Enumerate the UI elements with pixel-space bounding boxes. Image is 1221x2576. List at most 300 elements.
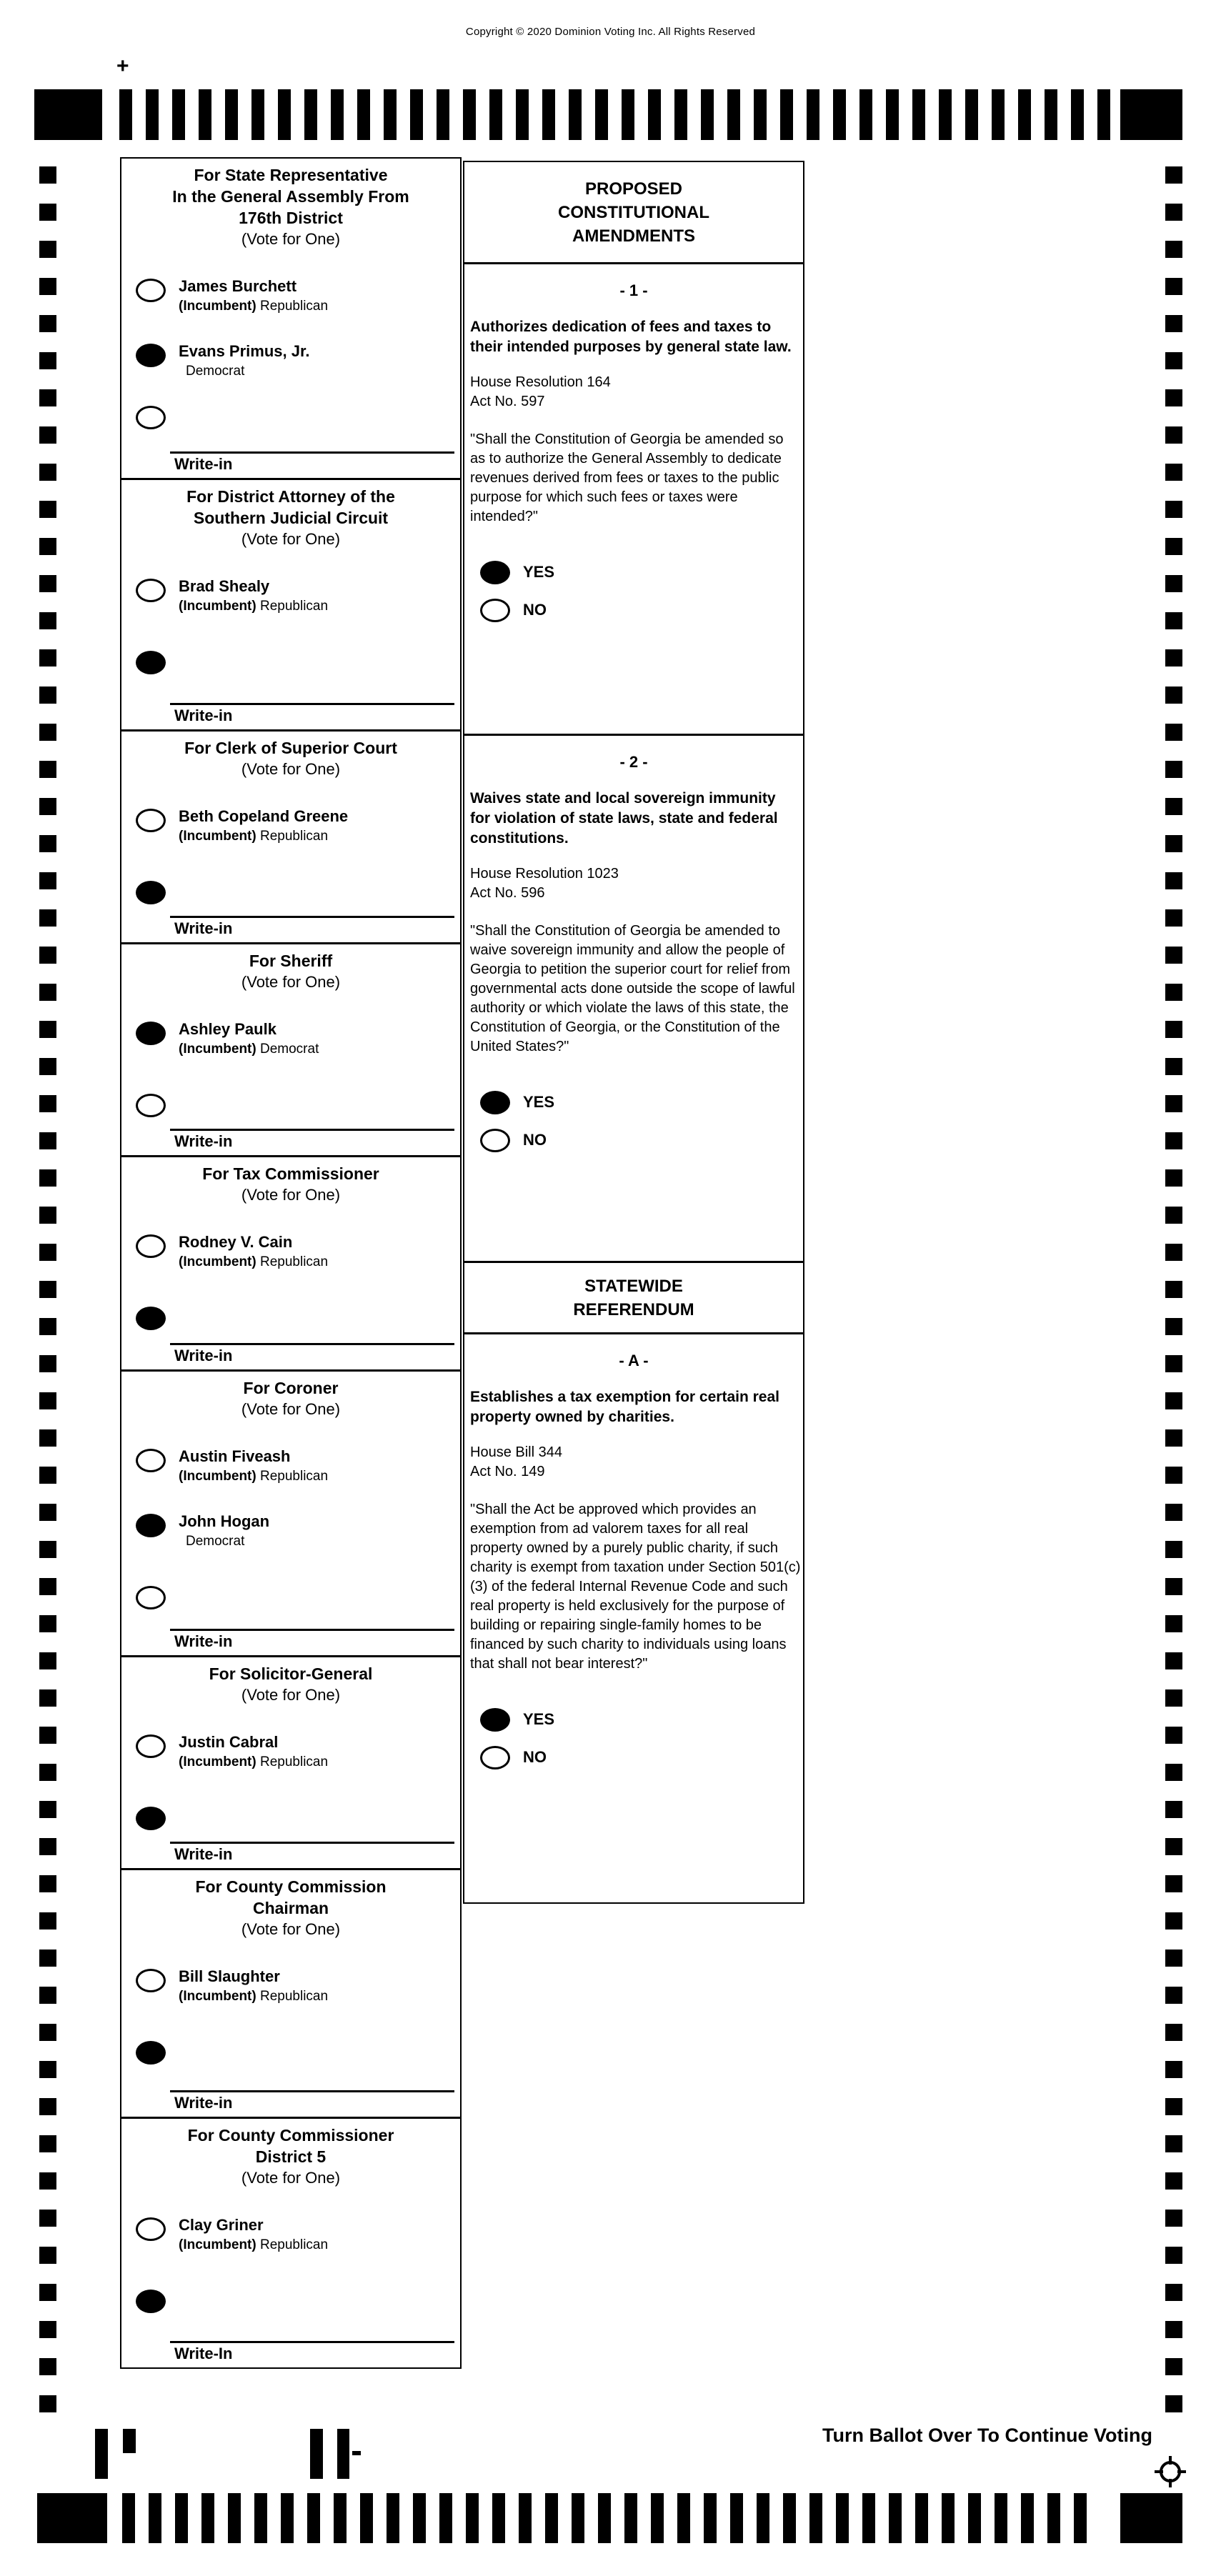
timing-mark xyxy=(1165,1652,1182,1669)
candidate-oval[interactable] xyxy=(136,809,166,832)
timing-mark xyxy=(39,761,56,778)
candidate-name: Evans Primus, Jr. xyxy=(179,342,310,360)
timing-mark xyxy=(39,1207,56,1224)
timing-mark xyxy=(39,798,56,815)
timing-mark xyxy=(1165,612,1182,629)
timing-mark xyxy=(39,1318,56,1335)
candidate-text xyxy=(179,1967,328,2005)
incumbent-label: (Incumbent) xyxy=(179,1754,260,1769)
timing-mark xyxy=(149,2493,161,2543)
timing-mark xyxy=(757,2493,769,2543)
timing-mark xyxy=(39,1727,56,1744)
timing-mark xyxy=(39,1095,56,1112)
contest-title xyxy=(121,1372,460,1420)
timing-mark xyxy=(1165,649,1182,667)
timing-mark xyxy=(1165,1392,1182,1409)
timing-mark xyxy=(39,2321,56,2338)
timing-mark xyxy=(228,2493,241,2543)
yes-oval[interactable] xyxy=(480,561,510,584)
write-in-label: Write-in xyxy=(174,1845,233,1863)
timing-mark xyxy=(859,89,872,140)
write-in-line[interactable] xyxy=(170,451,454,454)
write-in-oval[interactable] xyxy=(136,406,166,429)
write-in-oval[interactable] xyxy=(136,2290,166,2313)
no-oval[interactable] xyxy=(480,1129,510,1152)
candidate-text xyxy=(179,1733,328,1771)
candidate-oval[interactable] xyxy=(136,1022,166,1045)
candidate-name: Justin Cabral xyxy=(179,1733,279,1751)
no-label: NO xyxy=(523,1130,547,1149)
write-in-line[interactable] xyxy=(170,1343,454,1345)
timing-mark xyxy=(1165,2247,1182,2264)
write-in-line[interactable] xyxy=(170,1129,454,1131)
timing-mark xyxy=(1165,389,1182,406)
timing-mark xyxy=(1165,2358,1182,2375)
write-in-area[interactable] xyxy=(170,1842,454,1864)
yes-option-row xyxy=(480,559,803,584)
measure-question: "Shall the Constitution of Georgia be amended to waive sovereign immunity and allow the people of Georgia to petition the superior court for relief from governmental acts done outside the scope of lawful authority or which violate the laws of this state, the Constitution of Georgia, or the Constitution of the United States?" xyxy=(470,923,795,1054)
timing-mark xyxy=(199,89,211,140)
yes-oval[interactable] xyxy=(480,1091,510,1114)
timing-mark xyxy=(545,2493,558,2543)
timing-mark xyxy=(357,89,370,140)
yes-option-row xyxy=(480,1089,803,1114)
contest-title xyxy=(121,480,460,550)
timing-mark xyxy=(281,2493,294,2543)
candidate-oval[interactable] xyxy=(136,1969,166,1992)
contest-title-line: 176th District xyxy=(239,209,343,227)
timing-mark xyxy=(122,2493,135,2543)
write-in-area[interactable] xyxy=(170,2341,454,2363)
timing-mark xyxy=(1165,1318,1182,1335)
candidate-text xyxy=(179,342,309,380)
contest-title xyxy=(121,2119,460,2189)
write-in-area[interactable] xyxy=(170,1129,454,1151)
timing-mark xyxy=(519,2493,532,2543)
candidate-name: Rodney V. Cain xyxy=(179,1233,293,1251)
yes-oval[interactable] xyxy=(480,1708,510,1732)
timing-mark xyxy=(780,89,793,140)
timing-mark xyxy=(1165,204,1182,221)
contest-title-line: For County Commission xyxy=(195,1877,387,1896)
timing-mark xyxy=(1165,761,1182,778)
write-in-line[interactable] xyxy=(170,2090,454,2092)
vote-for-instruction: (Vote for One) xyxy=(241,1920,341,1938)
candidate-party: (Incumbent) Republican xyxy=(179,599,329,614)
timing-mark xyxy=(1165,1467,1182,1484)
no-option-row xyxy=(480,1127,803,1152)
timing-mark xyxy=(862,2493,875,2543)
candidate-text xyxy=(179,1233,328,1271)
incumbent-label: (Incumbent) xyxy=(179,2237,260,2252)
timing-mark xyxy=(331,89,344,140)
contest-box xyxy=(121,1372,460,1657)
timing-mark xyxy=(39,2210,56,2227)
write-in-oval[interactable] xyxy=(136,1094,166,1117)
timing-mark xyxy=(992,89,1005,140)
timing-mark xyxy=(225,89,238,140)
timing-mark xyxy=(307,2493,320,2543)
contest-title-line: For District Attorney of the xyxy=(186,487,395,506)
timing-mark xyxy=(889,2493,902,2543)
timing-mark xyxy=(1047,2493,1060,2543)
candidate-oval[interactable] xyxy=(136,1234,166,1258)
timing-mark xyxy=(1021,2493,1034,2543)
candidate-row xyxy=(136,2216,460,2254)
candidate-party: (Incumbent) Democrat xyxy=(179,1042,319,1057)
write-in-candidate-row xyxy=(136,1805,460,1830)
amendment-1-box xyxy=(464,264,803,736)
incumbent-label: (Incumbent) xyxy=(179,299,260,314)
timing-mark xyxy=(1165,1244,1182,1261)
candidate-oval[interactable] xyxy=(136,579,166,602)
vote-for-instruction: (Vote for One) xyxy=(241,973,341,991)
timing-mark xyxy=(1165,2098,1182,2115)
measures-column xyxy=(463,161,804,1904)
timing-mark xyxy=(704,2493,717,2543)
timing-mark xyxy=(1165,1764,1182,1781)
no-label: NO xyxy=(523,1747,547,1766)
timing-mark xyxy=(39,1615,56,1632)
no-label: NO xyxy=(523,600,547,619)
write-in-label: Write-in xyxy=(174,1347,233,1364)
contest-title xyxy=(121,159,460,250)
timing-mark xyxy=(1165,872,1182,889)
timing-mark xyxy=(1165,2024,1182,2041)
timing-mark xyxy=(1165,1095,1182,1112)
write-in-oval[interactable] xyxy=(136,1807,166,1830)
candidate-name: John Hogan xyxy=(179,1512,270,1530)
write-in-area[interactable] xyxy=(170,2090,454,2112)
timing-mark xyxy=(1165,2284,1182,2301)
timing-mark xyxy=(1165,352,1182,369)
timing-mark xyxy=(39,835,56,852)
candidate-oval[interactable] xyxy=(136,1449,166,1472)
measure-references xyxy=(470,1443,803,1482)
write-in-oval[interactable] xyxy=(136,1586,166,1609)
timing-mark xyxy=(39,538,56,555)
write-in-label: Write-in xyxy=(174,919,233,937)
incumbent-label: (Incumbent) xyxy=(179,1469,260,1484)
vote-for-instruction: (Vote for One) xyxy=(241,760,341,778)
timing-mark xyxy=(334,2493,347,2543)
write-in-oval[interactable] xyxy=(136,2041,166,2065)
timing-mark xyxy=(1165,1355,1182,1372)
timing-mark xyxy=(730,2493,743,2543)
timing-mark xyxy=(915,2493,928,2543)
yes-label: YES xyxy=(523,1092,555,1111)
candidate-party: (Incumbent) Republican xyxy=(179,829,329,844)
write-in-label: Write-in xyxy=(174,1132,233,1150)
write-in-line[interactable] xyxy=(170,703,454,705)
section-header-line: REFERENDUM xyxy=(573,1299,694,1319)
write-in-area[interactable] xyxy=(170,916,454,938)
measure-summary: Waives state and local sovereign immunity for violation of state laws, state and federal constitutions. xyxy=(470,790,778,847)
candidate-party: (Incumbent) Republican xyxy=(179,1754,329,1769)
timing-mark xyxy=(463,89,476,140)
timing-mark xyxy=(39,1355,56,1372)
timing-mark xyxy=(1165,2395,1182,2412)
write-in-area[interactable] xyxy=(170,1629,454,1651)
candidate-row xyxy=(136,577,460,615)
section-header-line: AMENDMENTS xyxy=(572,226,695,246)
timing-mark xyxy=(836,2493,849,2543)
timing-mark xyxy=(1165,984,1182,1001)
measure-reference-line: House Resolution 1023 xyxy=(470,866,619,882)
timing-mark xyxy=(727,89,740,140)
candidate-party: (Incumbent) Republican xyxy=(179,299,329,314)
timing-mark xyxy=(1165,2321,1182,2338)
write-in-area[interactable] xyxy=(170,451,454,474)
measure-number: - A - xyxy=(619,1352,649,1369)
timing-mark xyxy=(833,89,846,140)
timing-mark xyxy=(569,89,582,140)
timing-mark xyxy=(39,1504,56,1521)
timing-mark xyxy=(39,1578,56,1595)
candidate-oval[interactable] xyxy=(136,279,166,302)
timing-mark xyxy=(39,1838,56,1855)
timing-mark xyxy=(384,89,397,140)
timing-mark xyxy=(39,426,56,444)
timing-mark xyxy=(1165,1727,1182,1744)
candidate-text xyxy=(179,2216,328,2254)
timing-mark xyxy=(1165,1838,1182,1855)
timing-mark xyxy=(119,89,132,140)
incumbent-label: (Incumbent) xyxy=(179,599,260,614)
vote-for-instruction: (Vote for One) xyxy=(241,1686,341,1704)
timing-mark xyxy=(1165,1912,1182,1929)
no-oval[interactable] xyxy=(480,1746,510,1769)
timing-mark xyxy=(39,1169,56,1187)
timing-mark xyxy=(39,1021,56,1038)
timing-mark xyxy=(1165,426,1182,444)
timing-mark xyxy=(1071,89,1084,140)
ballot-id-mark xyxy=(123,2429,136,2453)
candidate-party: Democrat xyxy=(186,364,245,379)
timing-mark xyxy=(1165,1950,1182,1967)
timing-mark xyxy=(965,89,978,140)
timing-mark xyxy=(39,241,56,258)
measure-reference-line: House Resolution 164 xyxy=(470,374,611,390)
timing-mark xyxy=(1165,1021,1182,1038)
timing-mark xyxy=(39,724,56,741)
write-in-oval[interactable] xyxy=(136,651,166,674)
write-in-candidate-row xyxy=(136,2288,460,2313)
timing-mark xyxy=(1165,315,1182,332)
copyright-line: Copyright © 2020 Dominion Voting Inc. All Rights Reserved xyxy=(465,26,756,38)
yes-option-row xyxy=(480,1707,803,1732)
timing-mark xyxy=(809,2493,822,2543)
section-header-line: CONSTITUTIONAL xyxy=(558,202,709,222)
timing-mark xyxy=(968,2493,981,2543)
timing-mark xyxy=(466,2493,479,2543)
candidate-name: Ashley Paulk xyxy=(179,1020,276,1038)
contest-title xyxy=(121,1870,460,1940)
no-oval[interactable] xyxy=(480,599,510,622)
timing-mark xyxy=(39,2395,56,2412)
timing-mark xyxy=(624,2493,637,2543)
candidate-party: (Incumbent) Republican xyxy=(179,1989,329,2004)
contest-title-line: For Clerk of Superior Court xyxy=(184,739,397,757)
timing-mark xyxy=(39,1987,56,2004)
contest-box xyxy=(121,1157,460,1372)
yes-label: YES xyxy=(523,1709,555,1728)
candidate-oval[interactable] xyxy=(136,2217,166,2241)
timing-mark xyxy=(912,89,925,140)
candidate-party: (Incumbent) Republican xyxy=(179,2237,329,2252)
measure-question: "Shall the Act be approved which provides an exemption from ad valorem taxes for all real property owned by a purely public charity, if such charity is exempt from taxation under Section 501(c)(3) of the federal Internal Revenue Code and such real property is held exclusively for the purpose of building or repairing single-family homes to be financed by such charity to individuals using loans that shall not bear interest?" xyxy=(470,1502,801,1672)
no-option-row xyxy=(480,1744,803,1769)
write-in-oval[interactable] xyxy=(136,1307,166,1330)
no-option-row xyxy=(480,597,803,622)
candidate-party: (Incumbent) Republican xyxy=(179,1469,329,1484)
timing-mark xyxy=(1165,1132,1182,1149)
timing-mark xyxy=(39,315,56,332)
contest-title xyxy=(121,732,460,780)
candidate-party: (Incumbent) Republican xyxy=(179,1254,329,1269)
timing-mark xyxy=(39,1132,56,1149)
candidate-oval[interactable] xyxy=(136,1734,166,1758)
timing-mark xyxy=(1165,538,1182,555)
write-in-area[interactable] xyxy=(170,1343,454,1365)
candidate-name: Beth Copeland Greene xyxy=(179,807,349,825)
write-in-oval[interactable] xyxy=(136,881,166,904)
timing-mark xyxy=(39,947,56,964)
contest-title xyxy=(121,1657,460,1706)
timing-mark xyxy=(807,89,819,140)
timing-mark xyxy=(1165,909,1182,927)
write-in-candidate-row xyxy=(136,404,460,429)
timing-mark xyxy=(437,89,449,140)
candidate-text xyxy=(179,577,328,615)
timing-mark xyxy=(1165,2210,1182,2227)
measure-reference-line: House Bill 344 xyxy=(470,1444,562,1460)
contest-title-line: For Coroner xyxy=(243,1379,339,1397)
timing-mark xyxy=(39,1689,56,1707)
timing-mark xyxy=(39,389,56,406)
timing-mark xyxy=(1165,575,1182,592)
timing-mark xyxy=(595,89,608,140)
timing-mark xyxy=(39,1801,56,1818)
candidate-row xyxy=(136,1233,460,1271)
incumbent-label: (Incumbent) xyxy=(179,829,260,844)
timing-mark xyxy=(34,89,102,140)
write-in-line[interactable] xyxy=(170,1629,454,1631)
timing-mark xyxy=(1165,1169,1182,1187)
candidate-row xyxy=(136,1512,460,1550)
contest-box xyxy=(121,1657,460,1870)
write-in-candidate-row xyxy=(136,879,460,904)
timing-mark xyxy=(39,464,56,481)
ballot-id-mark xyxy=(310,2429,323,2479)
candidate-party: Democrat xyxy=(186,1534,245,1549)
contest-box xyxy=(121,480,460,732)
timing-mark xyxy=(39,204,56,221)
contest-title-line: For State Representative xyxy=(194,166,388,184)
write-in-label: Write-in xyxy=(174,1632,233,1650)
timing-mark xyxy=(39,2135,56,2152)
timing-mark xyxy=(1165,1801,1182,1818)
proposed-constitutional-amendments-header xyxy=(464,162,803,264)
write-in-line[interactable] xyxy=(170,2341,454,2343)
write-in-line[interactable] xyxy=(170,916,454,918)
referendum-a-box xyxy=(464,1334,803,1902)
timing-mark xyxy=(39,2098,56,2115)
timing-mark xyxy=(1165,2061,1182,2078)
timing-mark xyxy=(304,89,317,140)
measure-number: - 1 - xyxy=(619,281,648,299)
timing-mark xyxy=(598,2493,611,2543)
timing-mark xyxy=(251,89,264,140)
measure-references xyxy=(470,373,803,411)
candidate-oval[interactable] xyxy=(136,344,166,367)
timing-mark xyxy=(39,872,56,889)
write-in-label: Write-In xyxy=(174,2345,233,2362)
write-in-area[interactable] xyxy=(170,703,454,725)
measure-reference-line: Act No. 596 xyxy=(470,885,545,901)
write-in-line[interactable] xyxy=(170,1842,454,1844)
timing-mark xyxy=(39,909,56,927)
timing-mark xyxy=(674,89,687,140)
contests-column xyxy=(120,157,462,2369)
contest-title xyxy=(121,944,460,993)
write-in-candidate-row xyxy=(136,649,460,674)
contest-title-line: For Tax Commissioner xyxy=(202,1164,379,1183)
timing-mark xyxy=(37,2493,107,2543)
candidate-name: Brad Shealy xyxy=(179,577,270,595)
amendment-2-box xyxy=(464,736,803,1263)
write-in-label: Write-in xyxy=(174,455,233,473)
contest-box xyxy=(121,732,460,944)
timing-mark xyxy=(39,2358,56,2375)
vote-for-instruction: (Vote for One) xyxy=(241,2169,341,2187)
timing-mark xyxy=(1165,724,1182,741)
timing-mark xyxy=(1165,166,1182,184)
timing-mark xyxy=(413,2493,426,2543)
timing-mark xyxy=(39,1950,56,1967)
timing-mark xyxy=(783,2493,796,2543)
candidate-oval[interactable] xyxy=(136,1514,166,1537)
write-in-candidate-row xyxy=(136,1092,460,1117)
measure-number: - 2 - xyxy=(619,753,648,771)
candidate-row xyxy=(136,277,460,315)
timing-mark xyxy=(1165,241,1182,258)
contest-title-line: District 5 xyxy=(255,2147,327,2166)
timing-mark xyxy=(492,2493,505,2543)
write-in-label: Write-in xyxy=(174,707,233,724)
write-in-candidate-row xyxy=(136,1305,460,1330)
timing-mark xyxy=(39,278,56,295)
timing-mark xyxy=(175,2493,188,2543)
candidate-row xyxy=(136,1967,460,2005)
timing-mark xyxy=(39,1392,56,1409)
contest-title-line: For Solicitor-General xyxy=(209,1664,373,1683)
timing-mark xyxy=(677,2493,690,2543)
timing-mark xyxy=(1165,2135,1182,2152)
timing-mark xyxy=(39,687,56,704)
timing-mark xyxy=(542,89,555,140)
timing-mark xyxy=(172,89,185,140)
timing-mark xyxy=(1018,89,1031,140)
measure-summary: Authorizes dedication of fees and taxes to their intended purposes by general state law. xyxy=(470,319,792,355)
timing-mark xyxy=(39,2061,56,2078)
timing-mark xyxy=(942,2493,955,2543)
candidate-row xyxy=(136,1733,460,1771)
timing-mark xyxy=(39,1764,56,1781)
timing-mark xyxy=(39,612,56,629)
timing-mark xyxy=(489,89,502,140)
ballot-id-mark xyxy=(352,2451,361,2455)
